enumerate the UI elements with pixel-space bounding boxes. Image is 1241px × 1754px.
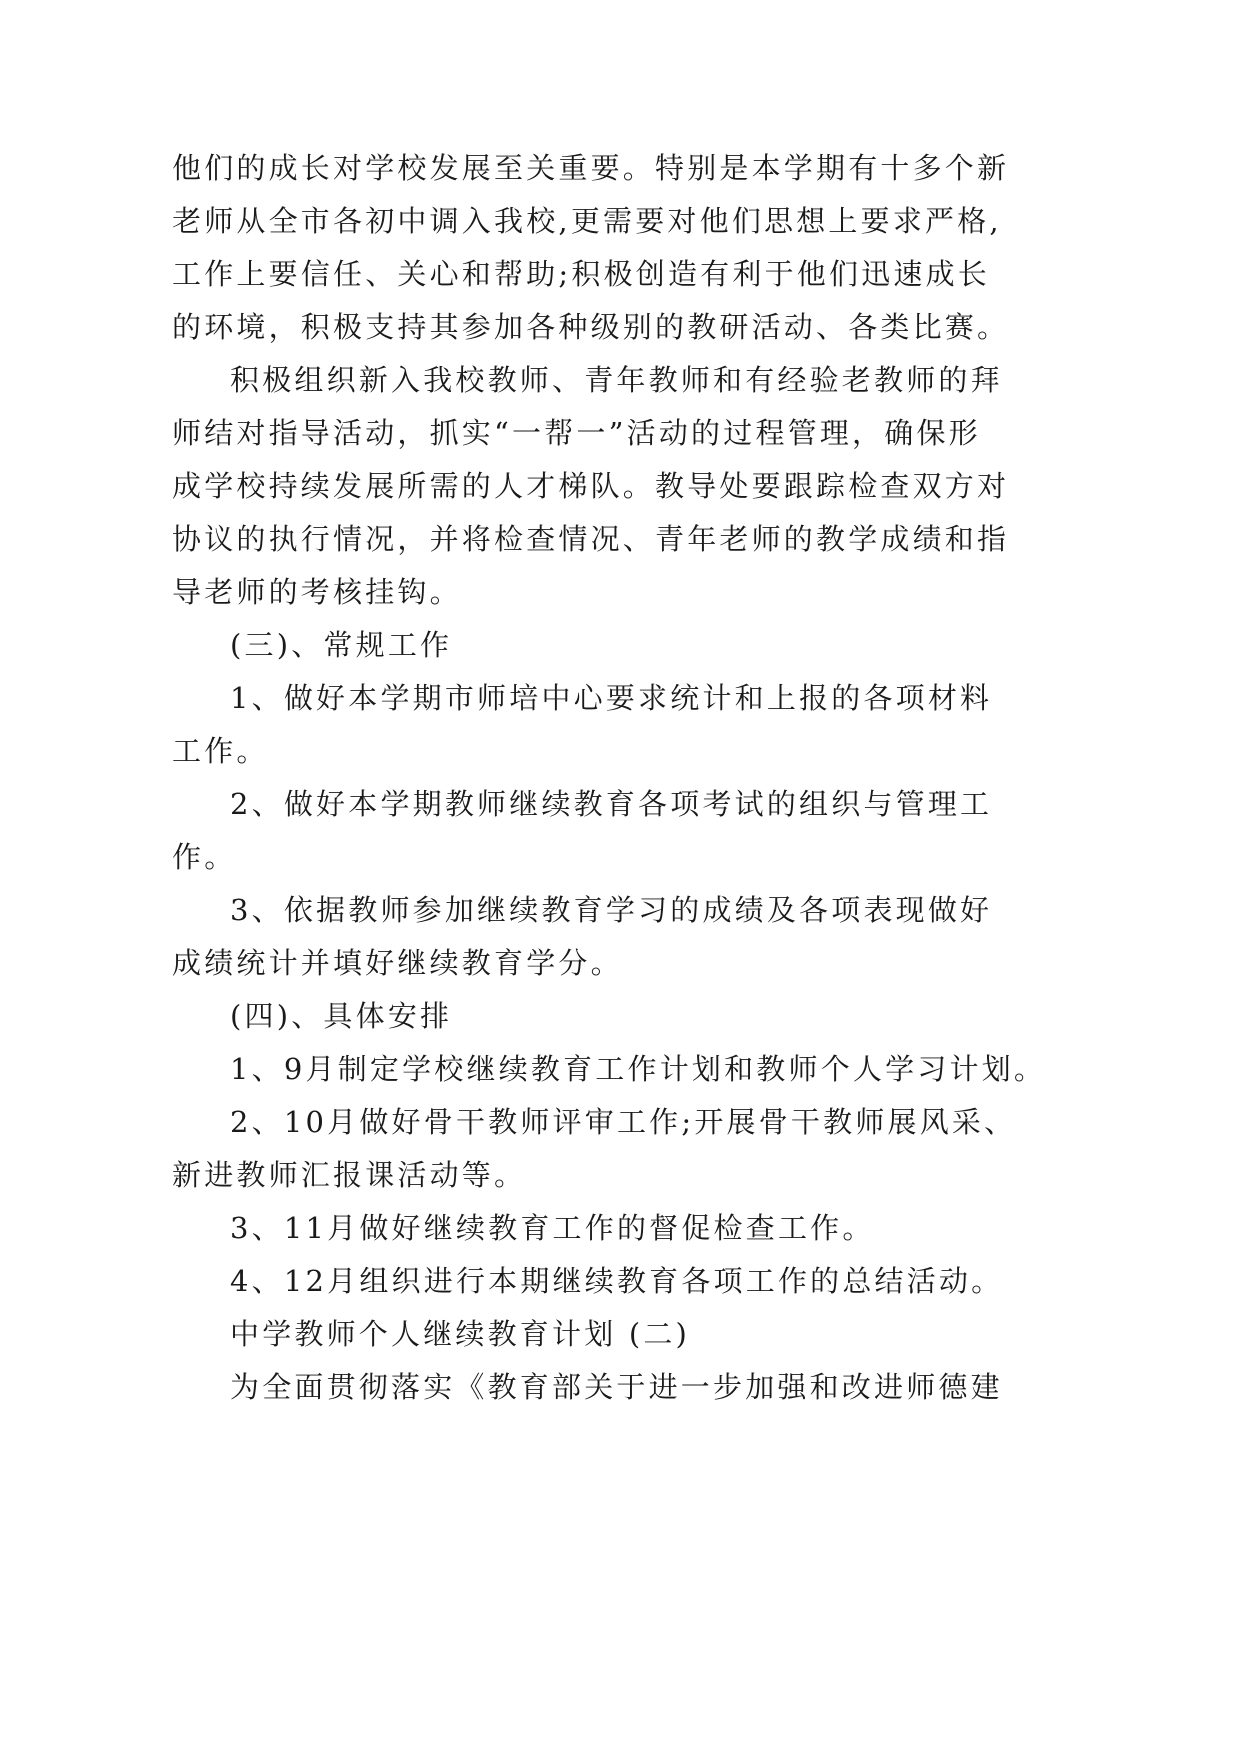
- document-title: 中学教师个人继续教育计划 (二): [230, 1317, 691, 1351]
- paragraph-line: 导老师的考核挂钩。: [172, 575, 462, 609]
- list-item-line: 4、12月组织进行本期继续教育各项工作的总结活动。: [230, 1264, 1004, 1298]
- paragraph-line: 工作上要信任、关心和帮助;积极创造有利于他们迅速成长: [172, 257, 990, 291]
- list-item-line: 成绩统计并填好继续教育学分。: [172, 946, 623, 980]
- section-heading: (四)、具体安排: [230, 999, 453, 1033]
- list-item-line: 工作。: [172, 734, 269, 768]
- paragraph-line: 师结对指导活动，抓实“一帮一”活动的过程管理，确保形: [172, 416, 981, 450]
- list-item-line: 1、9月制定学校继续教育工作计划和教师个人学习计划。: [230, 1052, 1047, 1086]
- paragraph-line: 老师从全市各初中调入我校,更需要对他们思想上要求严格,: [172, 204, 1002, 238]
- list-item-line: 新进教师汇报课活动等。: [172, 1158, 527, 1192]
- paragraph-line: 为全面贯彻落实《教育部关于进一步加强和改进师德建: [230, 1370, 1003, 1404]
- paragraph-line: 积极组织新入我校教师、青年教师和有经验老教师的拜: [230, 363, 1003, 397]
- section-heading: (三)、常规工作: [230, 628, 453, 662]
- list-item-line: 作。: [172, 840, 237, 874]
- paragraph-line: 成学校持续发展所需的人才梯队。教导处要跟踪检查双方对: [172, 469, 1010, 503]
- paragraph-line: 他们的成长对学校发展至关重要。特别是本学期有十多个新: [172, 151, 1010, 185]
- list-item-line: 3、11月做好继续教育工作的督促检查工作。: [230, 1211, 875, 1245]
- list-item-line: 2、10月做好骨干教师评审工作;开展骨干教师展风采、: [230, 1105, 1017, 1139]
- paragraph-line: 的环境，积极支持其参加各种级别的教研活动、各类比赛。: [172, 310, 1010, 344]
- list-item-line: 3、依据教师参加继续教育学习的成绩及各项表现做好: [230, 893, 993, 927]
- list-item-line: 1、做好本学期市师培中心要求统计和上报的各项材料: [230, 681, 993, 715]
- paragraph-line: 协议的执行情况，并将检查情况、青年老师的教学成绩和指: [172, 522, 1010, 556]
- list-item-line: 2、做好本学期教师继续教育各项考试的组织与管理工: [230, 787, 993, 821]
